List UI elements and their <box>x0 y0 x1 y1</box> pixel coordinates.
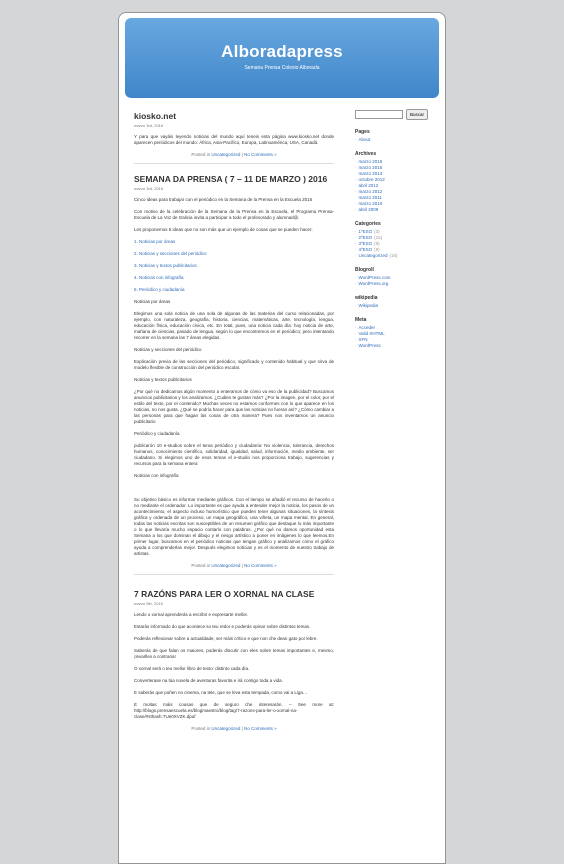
post-meta <box>134 726 334 731</box>
link-label[interactable]: 4ºESO <box>358 247 373 252</box>
link-label[interactable]: abril 2009 <box>358 207 379 212</box>
link-label[interactable]: 3ºESO <box>358 241 373 246</box>
comments-link[interactable]: No Comments » <box>244 563 277 568</box>
sidebar <box>355 109 433 357</box>
search-button[interactable]: Buscar <box>406 109 428 120</box>
bullet-icon: · <box>355 275 357 280</box>
pages-widget <box>355 129 433 143</box>
post-title[interactable]: 7 RAZÓNS PARA LER O XORNAL NA CLASE <box>134 589 315 599</box>
post-body <box>134 134 334 146</box>
bullet-icon: · <box>355 343 357 348</box>
idea-link-3[interactable]: 3. Noticias y textos publicitarios <box>134 263 197 268</box>
post <box>134 174 334 568</box>
link-label[interactable]: WordPress <box>358 343 381 348</box>
section-heading: Noticias y secciones del periódico <box>134 347 202 352</box>
post-paragraph: E saberás que poñen no cinema, na tele, que se leva esta tempada, como vai a Liga… <box>134 690 308 695</box>
post-paragraph: Su objetivo básico es informar mediante gráficos. Con el tiempo se añadió el recurso de hacerlo o no mediante el ordenador. Lo importante es que ayuda a entender mejor la noticia, los pasos de un acontecimiento, el aspecto incluso humorístico que pueden tener algunas situaciones, la síntesis gráfica y ordenada de un proceso, un mapa geográfico, una viñeta, un mapa mental. En general, todas las noticias escritas son susceptibles de un resumen gráfico que destaque lo más importante o lo que llevaría mucho espacio contarlo con palabras. ¿Por qué no damos oportunidad esta Semana a los que dominan el dibujo y el riesgo artístico a poner en imágenes lo que leemos.En primer lugar, buscamos en el periódico noticias que tengan gráfico y analizamos cómo el gráfico ayuda a comprenderlas mejor. Después elegimos noticias y es el momento de nuestro trabajo de artistas. <box>134 497 334 556</box>
search-form <box>355 109 433 120</box>
bullet-icon: · <box>355 303 357 308</box>
category-count: (9) <box>374 247 380 252</box>
blogroll-widget <box>355 267 433 287</box>
post-paragraph: Explicación previa de las secciones del periódico, significado y contenido habitual y que sirva de modelo flexible de construcción del periódico escolar. <box>134 359 334 370</box>
link-label[interactable]: About <box>358 137 371 142</box>
posted-in-label: Posted in <box>191 152 211 157</box>
widget-title: Meta <box>355 317 367 323</box>
post-body <box>134 612 334 720</box>
idea-link-4[interactable]: 4. Noticias con infografía <box>134 275 184 280</box>
bullet-icon: · <box>355 337 357 342</box>
archives-widget <box>355 151 433 213</box>
post-paragraph: O xornal será o teu mellor libro de texto: distinto cada día. <box>134 666 250 671</box>
site-header <box>125 18 439 98</box>
post-date: marzo 3rd, 2016 <box>134 123 164 128</box>
bullet-icon: · <box>355 165 357 170</box>
bullet-icon: · <box>355 281 357 286</box>
link-label[interactable]: Uncategorized <box>358 253 388 258</box>
meta-divider: | <box>241 152 243 157</box>
widget-title: Archives <box>355 151 377 157</box>
widget-title: Categories <box>355 221 381 227</box>
post-paragraph: Y para que vayáis leyendo noticias del mundo aquí teneis esta página www.kiosko.net donde aparecen periódicos del mundo: África, Asia-Pacífico, Europa, Latinoamérica, USA, Canadá. <box>134 134 334 145</box>
comments-link[interactable]: No Comments » <box>244 726 277 731</box>
idea-link-5[interactable]: 5. Periódico y ciudadanía <box>134 287 185 292</box>
link-label[interactable]: WordPress.org <box>358 281 389 286</box>
bullet-icon: · <box>355 247 357 252</box>
main-content <box>134 111 334 737</box>
post-paragraph: Converterase na túa novela de aventuras favorita e irá contigo toda a vida. <box>134 678 283 683</box>
blog-tagline: Semana Prensa Colexio Alborada <box>244 65 320 71</box>
bullet-icon: · <box>355 159 357 164</box>
bullet-icon: · <box>355 137 357 142</box>
bullet-icon: · <box>355 207 357 212</box>
posted-in-label: Posted in <box>191 563 211 568</box>
link-label[interactable]: 2ºESO <box>358 235 373 240</box>
post-paragraph: Con motivo de la celebración de la Semana de la Prensa en la Escuela, el Programa Prensa-Escuela de La Voz de Galicia invita a participar a todo el profesorado y alumnad@. <box>134 209 334 220</box>
link-label[interactable]: octubre 2012 <box>358 177 385 182</box>
category-count: (16) <box>389 253 398 258</box>
link-label[interactable]: XFN <box>358 337 368 342</box>
archives-list <box>355 159 433 213</box>
bullet-icon: · <box>355 201 357 206</box>
post-meta <box>134 152 334 157</box>
post-paragraph: Lendo o xornal aprenderás a escribir e expresarte mellor. <box>134 612 249 617</box>
bullet-icon: · <box>355 325 357 330</box>
blogroll-list <box>355 275 433 287</box>
bullet-icon: · <box>355 253 357 258</box>
link-label[interactable]: abril 2012 <box>358 183 379 188</box>
post-paragraph: Cinco ideas para trabajar con el periódico en la Semana de la Prensa en la Escuela 2016 <box>134 197 313 202</box>
section-heading: Periódico y ciudadanía <box>134 431 180 436</box>
link-label[interactable]: Valid XHTML <box>358 331 385 336</box>
link-label[interactable]: Acceder <box>358 325 376 330</box>
post-paragraph: publicarón 10 e-studios sobre el tema periódico y ciudadanía: No violencia, tolerancia, derechos humanos, conocimiento científico, solidaridad, igualdad, salud, información, medio ambiente, ser ciudadano. Si elegimos uno de esos temas el e-studio nos proporciona trabajo, sugerencias y recursos para la semana entera <box>134 443 334 466</box>
link-label[interactable]: marzo 2013 <box>358 171 383 176</box>
bullet-icon: · <box>355 241 357 246</box>
post-paragraph: Saberás de que falan os maiores, poderás discutir con eles sobre temas importantes e, mesmo, ¡levarlles a contraria! <box>134 648 334 659</box>
bullet-icon: · <box>355 229 357 234</box>
post <box>134 111 334 157</box>
wikipedia-list <box>355 303 433 309</box>
link-label[interactable]: Wikipedia <box>358 303 379 308</box>
posted-in-label: Posted in <box>191 726 211 731</box>
post-title[interactable]: kiosko.net <box>134 111 177 121</box>
archive-link[interactable] <box>355 207 433 213</box>
category-link[interactable]: Uncategorized <box>211 726 241 731</box>
post-paragraph: Estarás informado do que acontece so teu redor e poderás opinar sobre distintos temas. <box>134 624 311 629</box>
link-label[interactable]: 1ºESO <box>358 229 373 234</box>
post-date: marzo 3rd, 2016 <box>134 186 164 191</box>
bullet-icon: · <box>355 195 357 200</box>
post-body <box>134 197 334 557</box>
blogroll-link[interactable] <box>355 281 433 287</box>
meta-list <box>355 325 433 349</box>
wikipedia-widget <box>355 295 433 309</box>
meta-divider: | <box>241 726 243 731</box>
bullet-icon: · <box>355 189 357 194</box>
category-item[interactable] <box>355 253 433 259</box>
section-heading: Noticias con infografía <box>134 473 179 478</box>
idea-link-1[interactable]: 1. Noticias por áreas <box>134 239 176 244</box>
blog-title-link[interactable]: Alboradapress <box>221 42 343 61</box>
widget-title: Pages <box>355 129 370 135</box>
post-paragraph: ¿Por qué no dedicamos algún momento a enteramos de cómo va eso de la publicidad? Buscamos anuncios publicitarios y los analizamos. ¿Cuáles te gustan más? ¿Por la imagen, por el color, por el estilo del texto, por el contenido? Muchas veces no estamos conformes con lo que aparece en los noticias, no nos gusta. ¿Qué se podría hacer para que las noticias no fueran así? ¿Cómo cambiar a las personas para que hagan las cosas de otra manera? Pues nos inventamos un anuncio publicitario <box>134 389 334 424</box>
categories-widget <box>355 221 433 259</box>
pages-list <box>355 137 433 143</box>
category-link[interactable]: Uncategorized <box>211 563 241 568</box>
category-count: (3) <box>374 229 380 234</box>
post <box>134 589 334 731</box>
post-paragraph: Poderás reflexionar sobre a actualidade, ser máis crítico e que non che dean gato por lebre. <box>134 636 318 641</box>
post-date: marzo 9th, 2015 <box>134 601 163 606</box>
post-paragraph: E moitas máis cousas que de seguro che interesarán. – See more at: http://blogs.prensaescuela.es/blogmaestro/blog/tag/7-razons-para-ler-o-xornal-na-clase/#sthash.TUe0XVZK.dpuf <box>134 702 334 719</box>
post-separator <box>134 163 334 164</box>
comments-link[interactable]: No Comments » <box>244 152 277 157</box>
category-count: (8) <box>374 241 380 246</box>
bullet-icon: · <box>355 177 357 182</box>
link-label[interactable]: marzo 2010 <box>358 201 383 206</box>
section-heading: Noticias por áreas <box>134 299 171 304</box>
categories-list <box>355 229 433 259</box>
category-link[interactable]: Uncategorized <box>211 152 241 157</box>
bullet-icon: · <box>355 331 357 336</box>
page-container <box>118 12 446 864</box>
page-link-about[interactable] <box>355 137 433 143</box>
widget-title: wikipedia <box>355 295 378 301</box>
section-heading: Noticias y textos publicitarios <box>134 377 192 382</box>
idea-link-2[interactable]: 2. Noticias y secciones del periódico <box>134 251 207 256</box>
post-separator <box>134 574 334 575</box>
meta-widget <box>355 317 433 349</box>
category-count: (15) <box>374 235 383 240</box>
link-label[interactable]: marzo 2016 <box>358 159 383 164</box>
search-input[interactable] <box>355 110 403 119</box>
post-title[interactable]: SEMANA DA PRENSA ( 7 – 11 DE MARZO ) 2016 <box>134 174 328 184</box>
link-label[interactable]: marzo 2011 <box>358 195 382 200</box>
meta-link[interactable] <box>355 343 433 349</box>
meta-divider: | <box>241 563 243 568</box>
post-meta <box>134 563 334 568</box>
bullet-icon: · <box>355 235 357 240</box>
widget-title: Blogroll <box>355 267 374 273</box>
link-label[interactable]: WordPress.com <box>358 275 391 280</box>
link-label[interactable]: marzo 2015 <box>358 165 383 170</box>
bullet-icon: · <box>355 171 357 176</box>
wikipedia-link[interactable] <box>355 303 433 309</box>
link-label[interactable]: marzo 2012 <box>358 189 383 194</box>
post-paragraph: Elegimos una sola noticia de una sola de algunas de las materias del curso relacionadas, por ejemplo, con naturaleza, geografía, historia, ciencias, matemáticas, arte, tecnología, lengua, educación física, educación cívica, etc. En total, pues, una noticia cada día: hoy noticia de arte, mañana de ciencias, pasado de lengua, según lo que encontremos en el periódico; pero intentando recorrer en la semana las 7 áreas elegidas. <box>134 311 334 340</box>
post-paragraph: Les proponemos 5 ideas que no son más que un ejemplo de cosas que se pueden hacer: <box>134 227 313 232</box>
bullet-icon: · <box>355 183 357 188</box>
